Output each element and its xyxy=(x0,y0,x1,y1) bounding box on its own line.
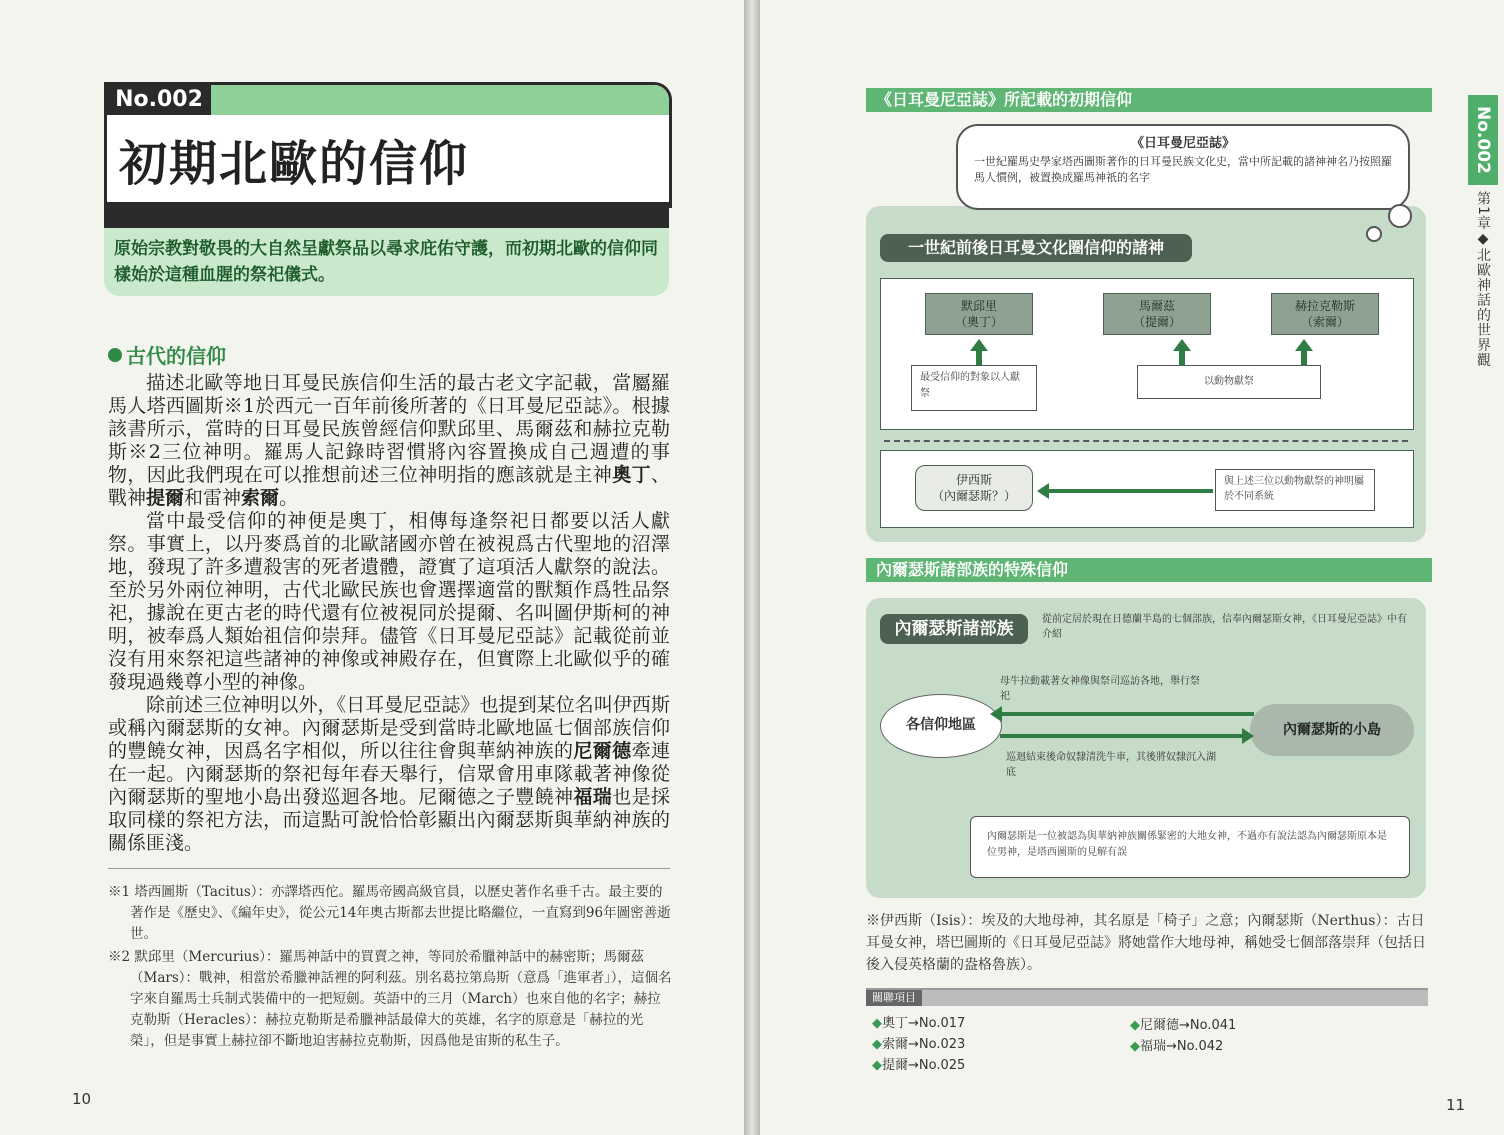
arrow-line-top xyxy=(1000,712,1254,716)
god-box-mercurius: 默邱里 （奧丁） xyxy=(925,293,1033,335)
related-item-odin[interactable]: ◆奧丁→No.017 xyxy=(872,1016,966,1031)
bold-term: 奧丁 xyxy=(612,464,651,486)
cloud-title: 《日耳曼尼亞誌》 xyxy=(1130,136,1235,151)
arrow-stem xyxy=(976,351,982,365)
related-item-njord[interactable]: ◆尼爾德→No.041 xyxy=(1130,1018,1237,1033)
right-page xyxy=(760,0,1504,1135)
page-number-left: 10 xyxy=(72,1090,92,1108)
title-box xyxy=(104,82,672,208)
nerthus-bottom-note: 內爾瑟斯是一位被認為與華納神族關係緊密的大地女神，不過亦有說法認為內爾瑟斯原本是位男神，是塔西圖斯的見解有誤 xyxy=(970,816,1410,878)
section-heading-text: 古代的信仰 xyxy=(126,344,226,368)
bold-term: 索爾 xyxy=(241,487,280,509)
arrow-line xyxy=(1047,489,1213,493)
diagram1-label: 一世紀前後日耳曼文化圈信仰的諸神 xyxy=(880,234,1192,262)
title-green-cap xyxy=(207,85,669,115)
bold-term: 尼爾德 xyxy=(573,740,632,762)
page-title: 初期北歐的信仰 xyxy=(119,136,470,192)
god-box-heracles: 赫拉克勒斯 （索爾） xyxy=(1271,293,1379,335)
summary-box: 原始宗教對敬畏的大自然呈獻祭品以尋求庇佑守護，而初期北歐的信仰同樣始於這種血腥的祭祀儀式。 xyxy=(104,228,669,296)
diamond-icon: ◆ xyxy=(872,1016,882,1031)
paragraph-1: 描述北歐等地日耳曼民族信仰生活的最古老文字記載，當屬羅馬人塔西圖斯※1於西元一百年前後所著的《日耳曼尼亞誌》。根據該書所示，當時的日耳曼民族曾經信仰默邱里、馬爾茲和赫拉克勒斯※2三位神明。羅馬人記錄時習慣將內容置換成自己週遭的事物，因此我們現在可以推想前述三位神明指的應該就是主神奧丁、戰神提爾和雷神索爾。 xyxy=(108,372,670,509)
isis-box xyxy=(880,450,1414,528)
diamond-icon: ◆ xyxy=(872,1058,882,1073)
section-header-1: 《日耳曼尼亞誌》所記載的初期信仰 xyxy=(866,88,1432,112)
book-gutter xyxy=(744,0,760,1135)
oval-regions: 各信仰地區 xyxy=(880,694,1002,758)
oval-nerthus-island: 內爾瑟斯的小島 xyxy=(1250,704,1414,756)
paragraph-2: 當中最受信仰的神便是奧丁，相傳每逢祭祀日都要以活人獻祭。事實上，以丹麥爲首的北歐諸國亦曾在被視爲古代聖地的沼澤地，發現了許多遭殺害的死者遺體，證實了這項活人獻祭的說法。至於另外兩位神明，古代北歐民族也會選擇適當的獸類作爲牲品祭祀，據說在更古老的時代還有位被視同於提爾、名叫圖伊斯柯的神明，被奉爲人類始祖信仰崇拜。儘管《日耳曼尼亞誌》記載從前並沒有用來祭祀這些諸神的神像或神殿存在，但實際上北歐似乎的確發現過幾尊小型的神像。 xyxy=(108,510,670,693)
diamond-icon: ◆ xyxy=(1130,1018,1140,1033)
entry-number: No.002 xyxy=(107,85,211,115)
note-isis-different: 與上述三位以動物獻祭的神明屬於不同系統 xyxy=(1215,469,1375,511)
right-footnote: ※伊西斯（Isis）：埃及的大地母神，其名原是「椅子」之意；內爾瑟斯（Nerthus）：古日耳曼女神，塔巴圖斯的《日耳曼尼亞誌》將她當作大地母神，稱她受七個部落崇拜（包括日後入侵英格蘭的盎格魯族）。 xyxy=(866,913,1426,973)
arrow-up-icon xyxy=(1173,339,1191,351)
bold-term: 提爾 xyxy=(146,487,185,509)
arrow-stem xyxy=(1179,351,1185,365)
isis-node: 伊西斯 （內爾瑟斯？） xyxy=(915,465,1033,511)
book-cloud-note xyxy=(956,124,1410,210)
body-text xyxy=(108,372,670,855)
arrow-bottom-text: 巡迴結束後命奴隸清洗牛車，其後將奴隸沉入湖底 xyxy=(1006,752,1216,778)
gods-box xyxy=(880,278,1414,430)
related-item-tyr[interactable]: ◆提爾→No.025 xyxy=(872,1058,966,1073)
arrow-stem xyxy=(1301,351,1307,365)
arrow-right-icon xyxy=(1242,728,1254,744)
arrow-line-bottom xyxy=(1000,734,1244,738)
arrow-up-icon xyxy=(970,339,988,351)
god-box-mars: 馬爾茲 （提爾） xyxy=(1103,293,1211,335)
section-header-2: 內爾瑟斯諸部族的特殊信仰 xyxy=(866,558,1432,582)
related-label: 關聯項目 xyxy=(866,990,922,1006)
related-item-thor[interactable]: ◆索爾→No.023 xyxy=(872,1037,966,1052)
note-animal-sacrifice: 以動物獻祭 xyxy=(1137,365,1321,399)
diagram2-desc: 從前定居於現在日德蘭半島的七個部族，信奉內爾瑟斯女神，《日耳曼尼亞誌》中有介紹 xyxy=(1042,614,1407,640)
footnote-2: ※2 默邱里（Mercurius）：羅馬神話中的買賣之神，等同於希臘神話中的赫密斯；馬爾茲（Mars）：戰神，相當於希臘神話裡的阿利茲。別名葛拉第烏斯（意爲「進軍者」），這個名字來自羅馬士兵制式裝備中的一把短劍。英語中的三月（March）也來自他的名字；赫拉克勒斯（Heracles）：赫拉克勒斯是希臘神話最偉大的英雄，名字的原意是「赫拉的光榮」，但是事實上赫拉卻不斷地迫害赫拉克勒斯，因爲他是宙斯的私生子。 xyxy=(108,949,672,1049)
paragraph-3: 除前述三位神明以外，《日耳曼尼亞誌》也提到某位名叫伊西斯或稱內爾瑟斯的女神。內爾瑟斯是受到當時北歐地區七個部族信仰的豐饒女神，因爲名字相似，所以往往會與華納神族的尼爾德牽連在一起。內爾瑟斯的祭祀每年春天舉行，信眾會用車隊載著神像從內爾瑟斯的聖地小島出發巡迴各地。尼爾德之子豐饒神福瑞也是採取同樣的祭祀方法，而這點可說恰恰彰顯出內爾瑟斯與華納神族的關係匪淺。 xyxy=(108,694,670,854)
footnote-1: ※1 塔西圖斯（Tacitus）：亦譯塔西佗。羅馬帝國高級官員，以歷史著作名垂千古。最主要的著作是《歷史》、《編年史》，從公元14年奧古斯都去世提比略繼位，一直寫到96年圖密善逝世。 xyxy=(108,884,671,942)
thought-bubble xyxy=(1388,204,1412,228)
footnote-rule xyxy=(108,868,670,869)
nerthus-diagram xyxy=(866,598,1426,898)
left-page xyxy=(0,0,744,1135)
section-heading xyxy=(108,340,226,369)
diagram2-label: 內爾瑟斯諸部族 xyxy=(880,614,1028,644)
side-entry-number: No.002 xyxy=(1468,95,1498,185)
cloud-text: 一世紀羅馬史學家塔西圖斯著作的日耳曼民族文化史，當中所記載的諸神神名乃按照羅馬人慣例，被置換成羅馬神祇的名字 xyxy=(974,155,1392,184)
note-most-worshipped: 最受信仰的對象以人獻祭 xyxy=(911,365,1037,411)
footnotes xyxy=(108,882,674,1054)
gods-diagram xyxy=(866,206,1426,542)
page-number-right: 11 xyxy=(1446,1096,1466,1114)
arrow-top-text: 母牛拉動載著女神像與祭司巡訪各地，舉行祭祀 xyxy=(1000,676,1200,702)
side-chapter-title: 第1章◆北歐神話的世界觀 xyxy=(1475,191,1491,368)
dashed-divider xyxy=(884,440,1408,442)
side-tab xyxy=(1468,95,1498,395)
diamond-icon: ◆ xyxy=(872,1037,882,1052)
arrow-up-icon xyxy=(1295,339,1313,351)
bold-term: 福瑞 xyxy=(573,786,613,808)
title-underbar xyxy=(104,202,669,228)
related-item-freyr[interactable]: ◆福瑞→No.042 xyxy=(1130,1039,1224,1054)
diamond-icon: ◆ xyxy=(1130,1039,1140,1054)
thought-bubble-small xyxy=(1366,226,1382,242)
bullet-dot-icon xyxy=(108,348,122,362)
related-bar xyxy=(866,988,1428,1006)
